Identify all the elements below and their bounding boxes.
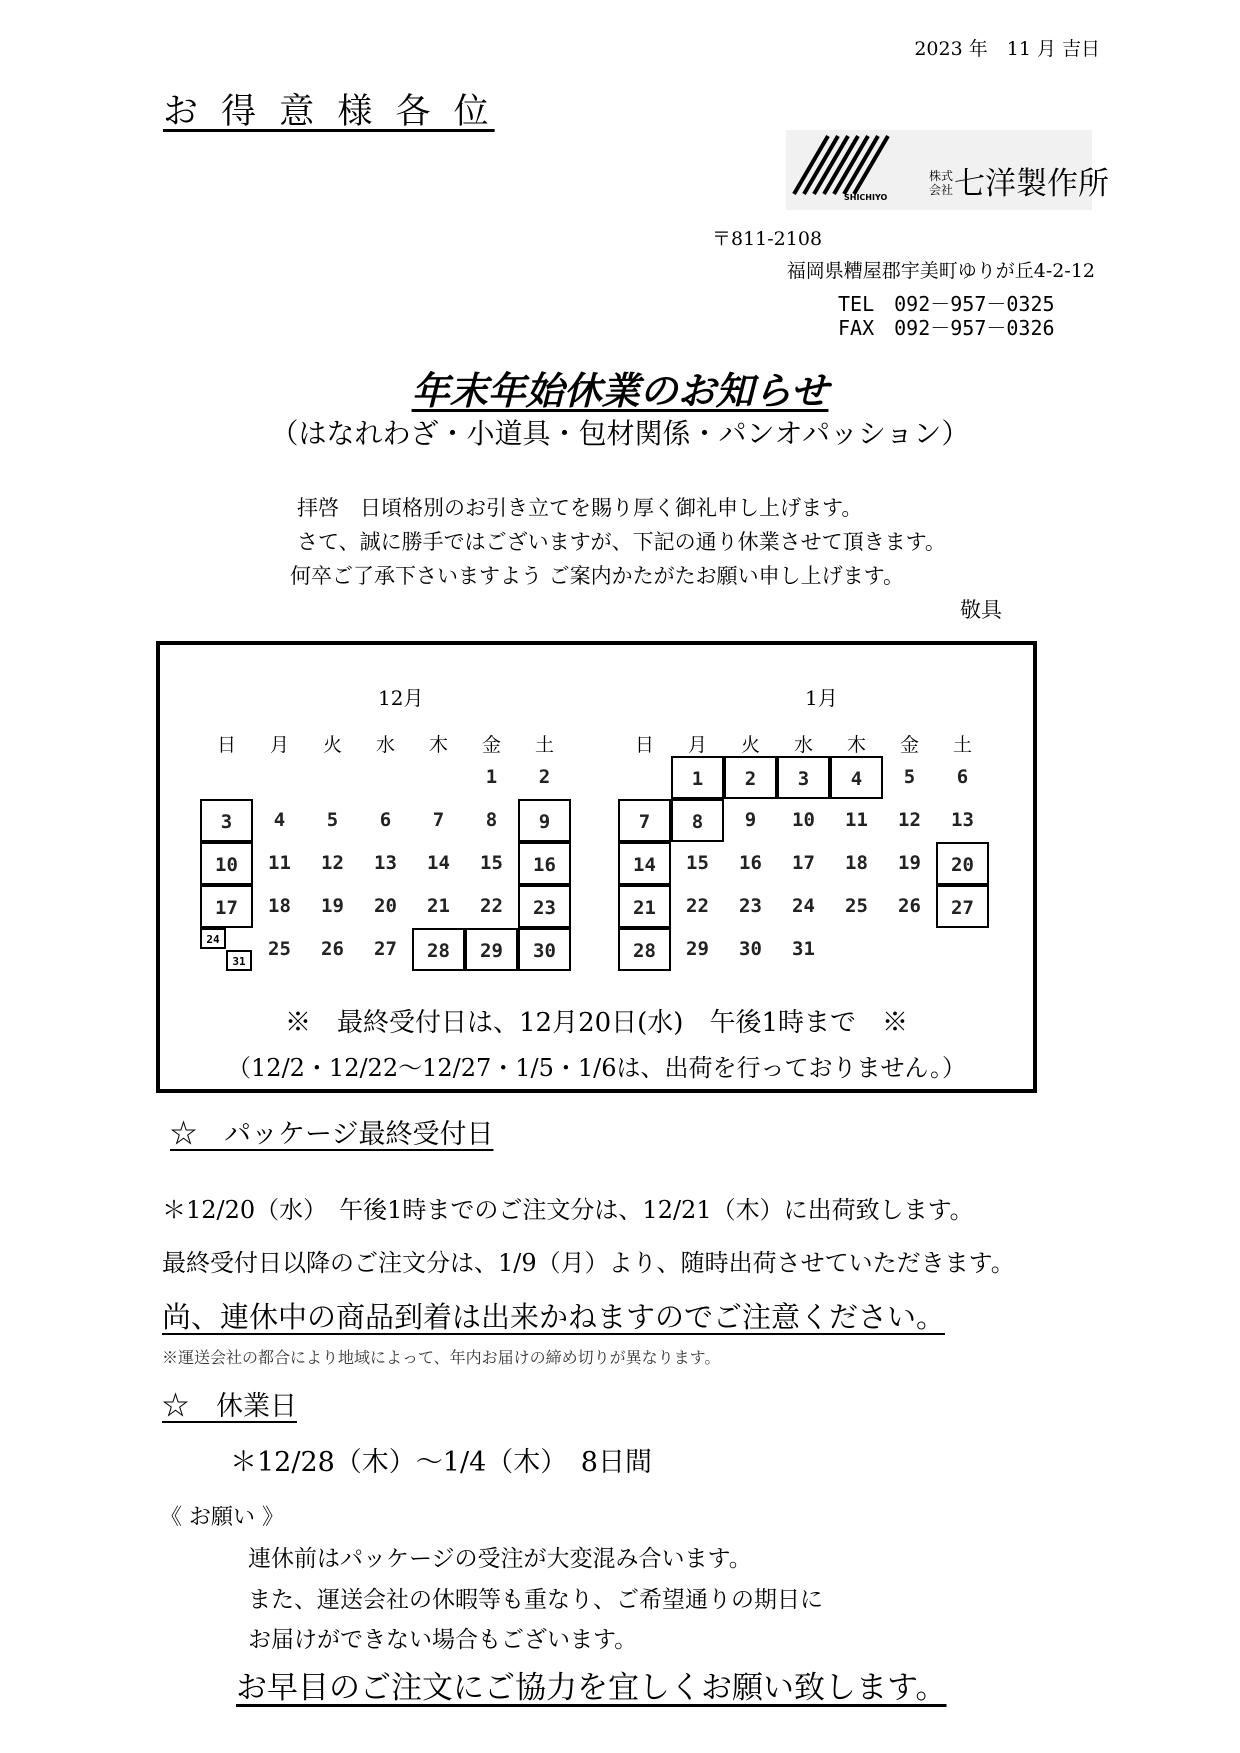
calendar-day-dec-31: 31 [226, 950, 252, 971]
final-request: お早目のご注文にご協力を宜しくお願い致します。 [236, 1670, 947, 1706]
weekday-label-jan: 土 [952, 734, 972, 756]
calendar-day-dec-18: 18 [268, 895, 291, 917]
request-line-3: お届けができない場合もございます。 [248, 1627, 638, 1653]
calendar-day-jan-1: 1 [671, 756, 724, 799]
company-logo [786, 130, 1109, 210]
calendar-day-dec-6: 6 [379, 809, 392, 831]
calendar-day-dec-23: 23 [518, 885, 571, 928]
calendar-day-jan-27: 27 [936, 885, 989, 928]
calendar-day-jan-30: 30 [739, 938, 762, 960]
calendar-day-jan-23: 23 [739, 895, 762, 917]
calendar-day-jan-31: 31 [792, 938, 815, 960]
calendar-day-dec-14: 14 [427, 852, 450, 874]
carrier-note: ※運送会社の都合により地域によって、年内お届けの締め切りが異なります。 [162, 1348, 721, 1367]
calendar-day-jan-25: 25 [845, 895, 868, 917]
greeting-line-2: さて、誠に勝手ではございますが、下記の通り休業させて頂きます。 [297, 530, 946, 554]
weekday-label-jan: 月 [687, 734, 707, 756]
calendar-day-jan-16: 16 [739, 852, 762, 874]
calendar-day-dec-21: 21 [427, 895, 450, 917]
calendar-day-jan-26: 26 [898, 895, 921, 917]
calendar-day-dec-1: 1 [485, 766, 498, 788]
weekday-label-dec: 金 [481, 734, 501, 756]
closing-word: 敬具 [960, 598, 1002, 622]
calendar-day-dec-25: 25 [268, 938, 291, 960]
request-line-2: また、運送会社の休暇等も重なり、ご希望通りの期日に [248, 1587, 823, 1613]
page-subtitle: （はなれわざ・小道具・包材関係・パンオパッション） [270, 417, 970, 450]
calendar-day-jan-17: 17 [792, 852, 815, 874]
postal-code: 〒811-2108 [712, 228, 823, 250]
calendar-month-jan: 1月 [805, 686, 838, 710]
package-deadline-heading: ☆ パッケージ最終受付日 [170, 1119, 494, 1150]
calendar-month-dec: 12月 [378, 686, 424, 710]
holiday-arrival-notice: 尚、連休中の商品到着は出来かねますのでご注意ください。 [162, 1300, 946, 1334]
calendar-day-dec-29: 29 [465, 928, 518, 971]
calendar-day-dec-7: 7 [432, 809, 445, 831]
weekday-label-dec: 土 [534, 734, 554, 756]
greeting-line-1: 拝啓 日頃格別のお引き立てを賜り厚く御礼申し上げます。 [297, 496, 863, 520]
calendar-day-jan-3: 3 [777, 756, 830, 799]
fax: FAX 092－957－0326 [838, 316, 1055, 340]
calendar-day-jan-15: 15 [686, 852, 709, 874]
calendar-day-jan-28: 28 [618, 928, 671, 971]
calendar-day-jan-9: 9 [744, 809, 757, 831]
calendar-day-dec-8: 8 [485, 809, 498, 831]
calendar-day-dec-16: 16 [518, 842, 571, 885]
request-line-1: 連休前はパッケージの受注が大変混み合います。 [248, 1546, 752, 1572]
calendar-day-jan-6: 6 [956, 766, 969, 788]
calendar-day-dec-15: 15 [480, 852, 503, 874]
calendar-box [156, 641, 1037, 1093]
weekday-label-dec: 火 [322, 734, 342, 756]
street-address: 福岡県糟屋郡宇美町ゆりが丘4-2-12 [786, 260, 1095, 282]
weekday-label-jan: 木 [846, 734, 866, 756]
package-line-2: 最終受付日以降のご注文分は、1/9（月）より、随時出荷させていただきます。 [162, 1249, 1015, 1277]
weekday-label-dec: 日 [216, 734, 236, 756]
calendar-grid [160, 645, 1041, 1005]
weekday-label-dec: 月 [269, 734, 289, 756]
package-line-1: ＊12/20（水） 午後1時までのご注文分は、12/21（木）に出荷致します。 [162, 1196, 974, 1224]
calendar-day-jan-22: 22 [686, 895, 709, 917]
page-title [0, 360, 1240, 415]
calendar-day-dec-12: 12 [321, 852, 344, 874]
calendar-day-dec-5: 5 [326, 809, 339, 831]
calendar-day-jan-24: 24 [792, 895, 815, 917]
logo-brand: SHICHIYO [844, 193, 888, 202]
calendar-day-jan-4: 4 [830, 756, 883, 799]
calendar-day-dec-11: 11 [268, 852, 291, 874]
no-shipping-days: （12/2・12/22～12/27・1/5・1/6は、出荷を行っておりません。） [227, 1054, 966, 1082]
calendar-day-jan-11: 11 [845, 809, 868, 831]
request-heading: 《 お願い 》 [160, 1505, 284, 1530]
calendar-day-jan-7: 7 [618, 799, 671, 842]
logo-kabushiki-bottom: 会社 [929, 183, 954, 197]
calendar-day-dec-9: 9 [518, 799, 571, 842]
holiday-period: ＊12/28（木）～1/4（木） 8日間 [230, 1447, 652, 1478]
calendar-day-jan-14: 14 [618, 842, 671, 885]
calendar-day-dec-13: 13 [374, 852, 397, 874]
logo-company-name: 七洋製作所 [954, 166, 1109, 202]
calendar-day-dec-17: 17 [200, 885, 253, 928]
calendar-day-jan-8: 8 [671, 799, 724, 842]
calendar-day-dec-4: 4 [273, 809, 286, 831]
weekday-label-jan: 水 [793, 734, 813, 756]
calendar-day-dec-28: 28 [412, 928, 465, 971]
logo-kabushiki-top: 株式 [929, 169, 954, 183]
calendar-day-jan-19: 19 [898, 852, 921, 874]
calendar-day-dec-27: 27 [374, 938, 397, 960]
calendar-day-dec-30: 30 [518, 928, 571, 971]
calendar-day-dec-19: 19 [321, 895, 344, 917]
calendar-day-dec-10: 10 [200, 842, 253, 885]
calendar-day-jan-10: 10 [792, 809, 815, 831]
weekday-label-jan: 金 [899, 734, 919, 756]
calendar-day-jan-5: 5 [903, 766, 916, 788]
calendar-day-dec-3: 3 [200, 799, 253, 842]
document-date: 2023 年 11 月 吉日 [914, 38, 1100, 60]
weekday-label-jan: 日 [634, 734, 654, 756]
calendar-day-jan-21: 21 [618, 885, 671, 928]
page-title-text: 年末年始休業のお知らせ [411, 368, 829, 413]
weekday-label-jan: 火 [740, 734, 760, 756]
weekday-label-dec: 木 [428, 734, 448, 756]
calendar-day-jan-29: 29 [686, 938, 709, 960]
telephone: TEL 092－957－0325 [838, 292, 1055, 316]
calendar-day-jan-20: 20 [936, 842, 989, 885]
weekday-label-dec: 水 [375, 734, 395, 756]
holiday-heading: ☆ 休業日 [162, 1391, 297, 1422]
greeting-line-3: 何卒ご了承下さいますよう ご案内かたがたお願い申し上げます。 [290, 564, 904, 588]
calendar-day-dec-22: 22 [480, 895, 503, 917]
calendar-day-dec-26: 26 [321, 938, 344, 960]
final-order-deadline: ※ 最終受付日は、12月20日(水) 午後1時まで ※ [285, 1008, 908, 1038]
calendar-day-jan-12: 12 [898, 809, 921, 831]
calendar-day-dec-2: 2 [538, 766, 551, 788]
calendar-day-dec-24: 24 [200, 928, 226, 949]
calendar-day-jan-13: 13 [951, 809, 974, 831]
addressee: お 得 意 様 各 位 [163, 92, 495, 132]
calendar-day-jan-18: 18 [845, 852, 868, 874]
calendar-day-dec-20: 20 [374, 895, 397, 917]
calendar-day-jan-2: 2 [724, 756, 777, 799]
